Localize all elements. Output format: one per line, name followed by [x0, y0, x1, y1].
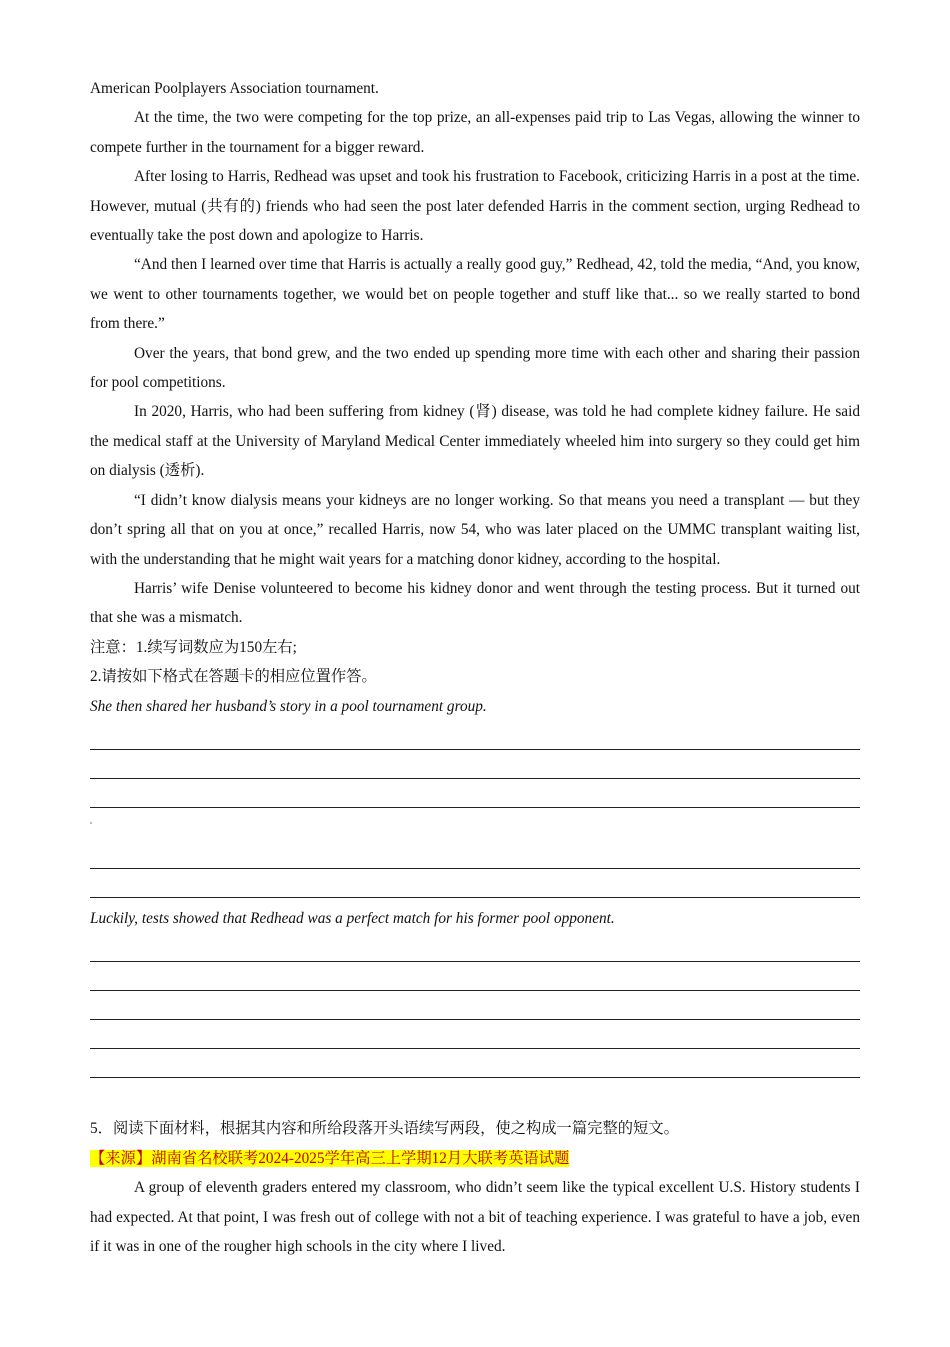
document-page [90, 74, 860, 1261]
answer-line[interactable] [90, 840, 860, 869]
passage-paragraph: After losing to Harris, Redhead was upset and took his frustration to Facebook, criticizing Harris in a post at the time. However, mutual (共有的) friends who had seen the post later defended Harris in the comment section, urging Redhead to eventually take the post down and apologize to Harris. [90, 168, 860, 245]
answer-line[interactable] [90, 750, 860, 779]
passage-paragraph: “And then I learned over time that Harris is actually a really good guy,” Redhead, 42, told the media, “And, you know, we went to other tournaments together, we would bet on people together and stuff like that... so we really started to bond from there.” [90, 256, 860, 333]
source-highlight: 【来源】湖南省名校联考2024-2025学年高三上学期12月大联考英语试题 [90, 1149, 570, 1167]
answer-line[interactable] [90, 962, 860, 991]
passage-paragraph: American Poolplayers Association tournament. [90, 80, 379, 97]
passage-paragraph: Harris’ wife Denise volunteered to become his kidney donor and went through the testing process. But it turned out that she was a mismatch. [90, 579, 860, 627]
answer-line[interactable] [90, 991, 860, 1020]
answer-line[interactable] [90, 1020, 860, 1049]
note-word-count: 注意：1.续写词数应为150左右; [90, 638, 297, 656]
answer-line[interactable] [90, 869, 860, 898]
note-format: 2.请按如下格式在答题卡的相应位置作答。 [90, 668, 377, 686]
answer-line[interactable] [90, 721, 860, 750]
passage-paragraph: In 2020, Harris, who had been suffering from kidney (肾) disease, was told he had complete kidney failure. He said the medical staff at the University of Maryland Medical Center immediately wheeled him into surgery so they could get him on dialysis (透析). [90, 403, 860, 480]
answer-line[interactable] [90, 1049, 860, 1078]
blank-spacer [90, 808, 860, 840]
continuation-prompt-1: She then shared her husband’s story in a pool tournament group. [90, 697, 487, 715]
section-spacer [90, 1078, 860, 1114]
question-5-instruction: 5．阅读下面材料，根据其内容和所给段落开头语续写两段，使之构成一篇完整的短文。 [90, 1120, 679, 1138]
continuation-prompt-2: Luckily, tests showed that Redhead was a perfect match for his former pool opponent. [90, 909, 615, 927]
answer-line[interactable] [90, 779, 860, 808]
passage-paragraph: At the time, the two were competing for the top prize, an all-expenses paid trip to Las Vegas, allowing the winner to compete further in the tournament for a bigger reward. [90, 109, 860, 156]
answer-line[interactable] [90, 933, 860, 962]
answer-lines-2 [90, 933, 860, 1078]
answer-lines-1 [90, 721, 860, 898]
passage-paragraph: “I didn’t know dialysis means your kidneys are no longer working. So that means you need a transplant — but they don’t spring all that on you at once,” recalled Harris, now 54, who was later placed on the UMMC transplant waiting list, with the understanding that he might wait years for a matching donor kidney, according to the hospital. [90, 491, 860, 568]
question-5-source [90, 1144, 860, 1173]
passage-paragraph: Over the years, that bond grew, and the two ended up spending more time with each other and sharing their passion for pool competitions. [90, 344, 860, 392]
passage-paragraph: A group of eleventh graders entered my classroom, who didn’t seem like the typical excellent U.S. History students I had expected. At that point, I was fresh out of college with not a bit of teaching experience. I was grateful to have a job, even if it was in one of the rougher high schools in the city where I lived. [90, 1179, 860, 1255]
